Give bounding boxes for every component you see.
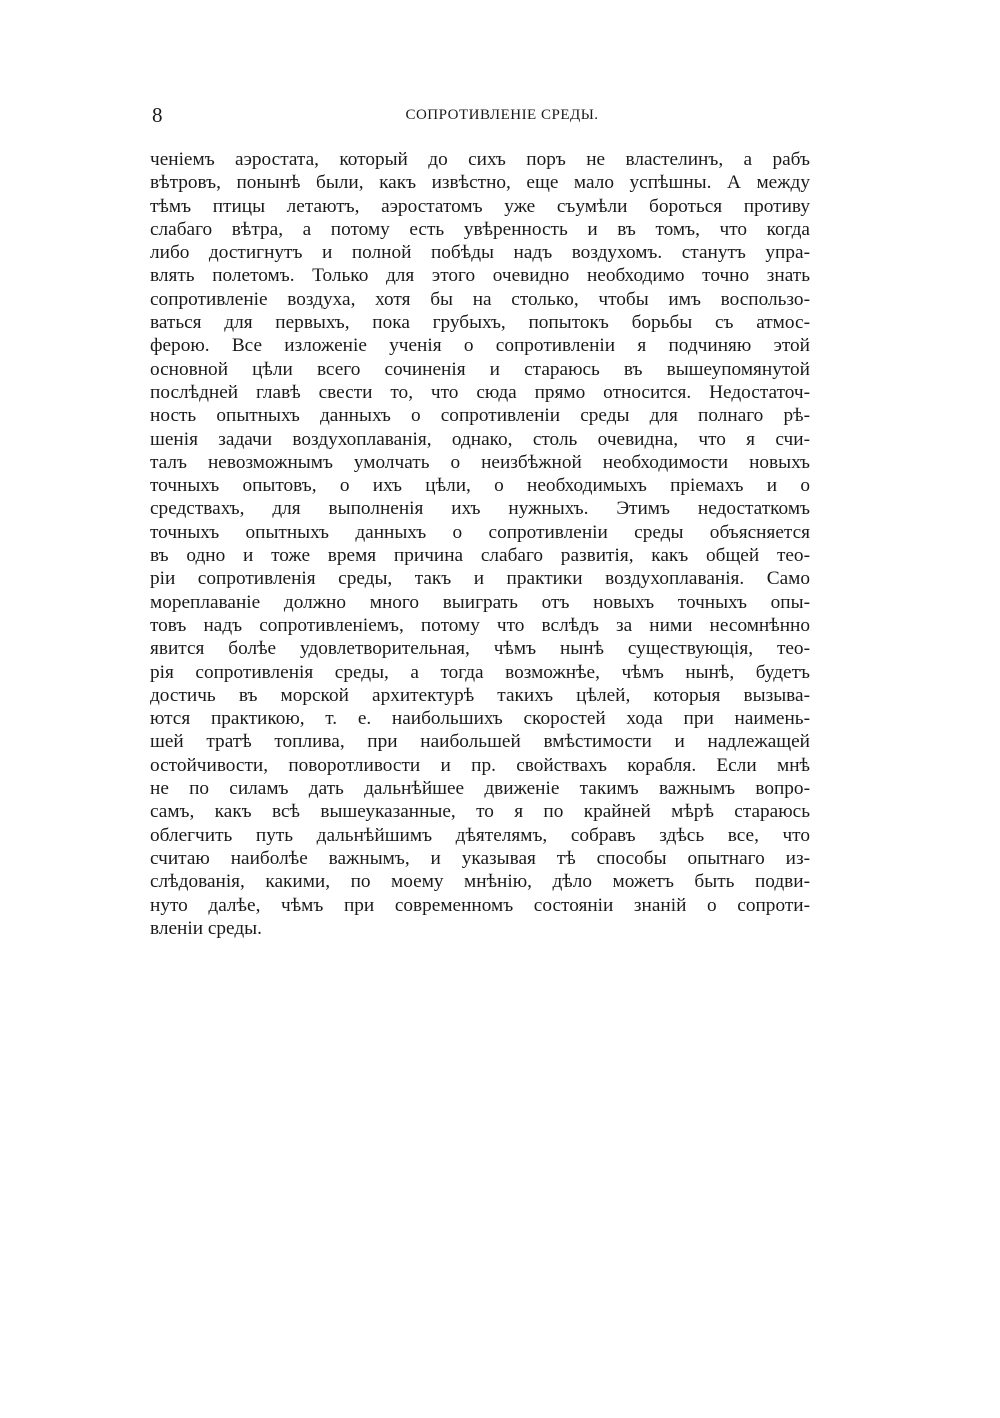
text-line: достичь въ морской архитектурѣ такихъ цѣлей, которыя вызыва- <box>150 684 810 706</box>
page-number: 8 <box>152 103 163 127</box>
text-line: основной цѣли всего сочиненія и стараюсь въ вышеупомянутой <box>150 358 810 380</box>
text-line: сопротивленіе воздуха, хотя бы на столько, чтобы имъ воспользо- <box>150 288 810 310</box>
text-line: слабаго вѣтра, а потому есть увѣренность и въ томъ, что когда <box>150 218 810 240</box>
text-line: либо достигнутъ и полной побѣды надъ воздухомъ. станутъ упра- <box>150 242 810 264</box>
text-line: тѣмъ птицы летаютъ, аэростатомъ уже съумѣли бороться противу <box>150 195 810 217</box>
text-line: самъ, какъ всѣ вышеуказанные, то я по крайней мѣрѣ стараюсь <box>150 801 810 823</box>
text-line: рія сопротивленія среды, а тогда возможнѣе, чѣмъ нынѣ, будетъ <box>150 661 810 683</box>
text-line: шенія задачи воздухоплаванія, однако, столь очевидна, что я счи- <box>150 428 810 450</box>
text-line: влять полетомъ. Только для этого очевидно необходимо точно знать <box>150 265 810 287</box>
text-line: въ одно и тоже время причина слабаго развитія, какъ общей тео- <box>150 545 810 567</box>
text-line-last: вленіи среды. <box>150 917 262 939</box>
text-line: вѣтровъ, понынѣ были, какъ извѣстно, еще мало успѣшны. А между <box>150 172 810 194</box>
text-line: талъ невозможнымъ умолчать о неизбѣжной необходимости новыхъ <box>150 451 810 473</box>
text-line: ность опытныхъ данныхъ о сопротивленіи среды для полнаго рѣ- <box>150 405 810 427</box>
text-line: не по силамъ дать дальнѣйшее движеніе такимъ важнымъ вопро- <box>150 778 810 800</box>
body-paragraph <box>150 148 810 940</box>
text-line: считаю наиболѣе важнымъ, и указывая тѣ способы опытнаго из- <box>150 847 810 869</box>
text-line: послѣдней главѣ свести то, что сюда прямо относится. Недостаточ- <box>150 381 810 403</box>
text-line: ваться для первыхъ, пока грубыхъ, попытокъ борьбы съ атмос- <box>150 312 810 334</box>
text-line: остойчивости, поворотливости и пр. свойствахъ корабля. Если мнѣ <box>150 754 810 776</box>
text-line: точныхъ опытовъ, о ихъ цѣли, о необходимыхъ пріемахъ и о <box>150 475 810 497</box>
text-line: явится болѣе удовлетворительная, чѣмъ нынѣ существующія, тео- <box>150 638 810 660</box>
text-line: шей тратѣ топлива, при наибольшей вмѣстимости и надлежащей <box>150 731 810 753</box>
text-line: товъ надъ сопротивленіемъ, потому что вслѣдъ за ними несомнѣнно <box>150 614 810 636</box>
text-line: ріи сопротивленія среды, такъ и практики воздухоплаванія. Само <box>150 568 810 590</box>
page-header <box>152 100 852 130</box>
text-line: средствахъ, для выполненія ихъ нужныхъ. Этимъ недостаткомъ <box>150 498 810 520</box>
text-line: ферою. Все изложеніе ученія о сопротивленіи я подчиняю этой <box>150 335 810 357</box>
running-title: СОПРОТИВЛЕНІЕ СРЕДЫ. <box>405 107 599 123</box>
text-line: ченіемъ аэростата, который до сихъ поръ не властелинъ, а рабъ <box>150 149 810 170</box>
text-line: слѣдованія, какими, по моему мнѣнію, дѣло можетъ быть подви- <box>150 871 810 893</box>
text-line: ются практикою, т. е. наибольшихъ скоростей хода при наимень- <box>150 708 810 730</box>
text-line: облегчить путь дальнѣйшимъ дѣятелямъ, собравъ здѣсь все, что <box>150 824 810 846</box>
text-line: точныхъ опытныхъ данныхъ о сопротивленіи среды объясняется <box>150 521 810 543</box>
text-line: нуто далѣе, чѣмъ при современномъ состояніи знаній о сопроти- <box>150 894 810 916</box>
text-line: мореплаваніе должно много выиграть отъ новыхъ точныхъ опы- <box>150 591 810 613</box>
